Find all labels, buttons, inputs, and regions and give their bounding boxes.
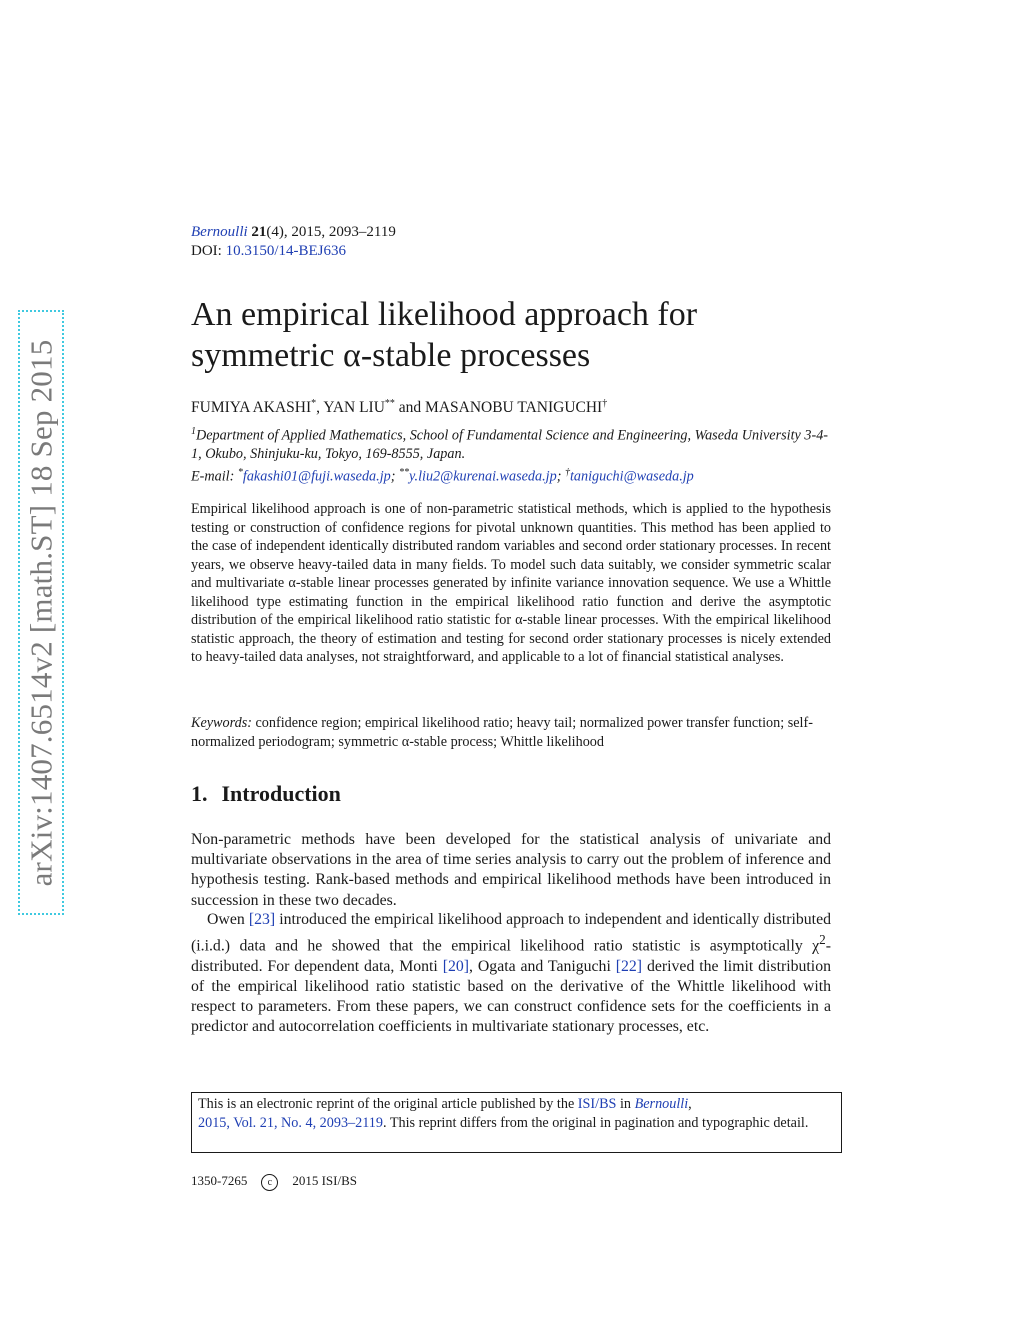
arxiv-stamp xyxy=(18,310,64,915)
issn: 1350-7265 xyxy=(191,1173,248,1188)
affiliation: $^1$Department of Applied Mathematics, School of Fundamental Science and Engineering, Waseda University 3-4-1, Okubo, Shinjuku-ku, Tokyo, 169-8555, Japan. E-mail: *fakashi01@fuji.waseda.jp; **y.liu2@kurenai.waseda.jp; †taniguchi@waseda.jp xyxy=(191,426,829,485)
abstract: Empirical likelihood approach is one of non-parametric statistical methods, which is applied to the hypothesis testing or construction of confidence regions for pivotal unknown quantities. This method has been applied to the case of independent identically distributed random variables and second order stationary processes. In recent years, we observe heavy-tailed data in many fields. To model such data suitably, we consider symmetric scalar and multivariate α-stable linear processes generated by infinite variance innovation sequence. We use a Whittle likelihood type estimating function in the empirical likelihood ratio function and derive the asymptotic distribution of the empirical likelihood ratio statistic for α-stable linear processes. With the empirical likelihood statistic approach, the theory of estimation and testing for second order stationary processes is nicely extended to heavy-tailed data analyses, not straightforward, and applicable to a lot of financial statistical analyses. xyxy=(191,501,831,665)
citation-link[interactable]: 2015, Vol. 21, No. 4, 2093–2119 xyxy=(198,1114,383,1131)
journal-issue-pages: (4), 2015, 2093–2119 xyxy=(266,224,396,240)
email-link[interactable]: taniguchi@waseda.jp xyxy=(569,468,694,485)
journal-citation xyxy=(191,223,396,242)
section-title: Introduction xyxy=(221,781,341,806)
journal-link[interactable]: Bernoulli xyxy=(191,224,248,240)
email-label: E-mail: xyxy=(191,468,238,485)
reprint-notice: This is an electronic reprint of the original article published by the ISI/BS in Bernoulli, 2015, Vol. 21, No. 4, 2093–2119. This reprint differs from the original in pagination and typographic detail. xyxy=(191,1092,842,1153)
doi-link[interactable]: 10.3150/14-BEJ636 xyxy=(225,243,346,259)
journal-link[interactable]: Bernoulli xyxy=(634,1096,689,1112)
keywords-text: confidence region; empirical likelihood ratio; heavy tail; normalized power transfer function; self-normalized periodogram; symmetric α-stable process; Whittle likelihood xyxy=(191,715,813,750)
section-heading xyxy=(191,780,341,808)
journal-volume: 21 xyxy=(251,224,267,240)
affiliation-mark: 1 xyxy=(191,426,196,437)
author-name: FUMIYA AKASHI xyxy=(191,399,312,417)
doi-label: DOI: xyxy=(191,243,222,259)
copyright-line xyxy=(191,1173,357,1191)
citation-link[interactable]: [20] xyxy=(442,957,470,975)
affiliation-text: Department of Applied Mathematics, School of Fundamental Science and Engineering, Waseda University 3-4-1, Okubo, Shinjuku-ku, Tokyo, 169-8555, Japan. xyxy=(191,427,829,463)
email-link[interactable]: fakashi01@fuji.waseda.jp xyxy=(242,468,391,485)
author-name: MASANOBU TANIGUCHI xyxy=(425,399,603,417)
intro-paragraph: Owen [23] introduced the empirical likelihood approach to independent and identically distributed (i.i.d.) data and he showed that the empirical likelihood ratio statistic is asymptotically $\chi^2$-distributed. For dependent data, Monti [20], Ogata and Taniguchi [22] derived the limit distribution of the empirical likelihood ratio statistic based on the derivative of the Whittle likelihood with respect to parameters. From these papers, we can construct confidence sets for the coefficients in a predictor and autocorrelation coefficients in multivariate stationary processes, etc. xyxy=(191,911,831,1036)
keywords xyxy=(191,714,831,751)
author-mark: * xyxy=(311,398,317,409)
intro-paragraph: Non-parametric methods have been developed for the statistical analysis of univariate and multivariate observations in the area of time series analysis to carry out the problem of inference and hypothesis testing. Rank-based methods and empirical likelihood methods have been introduced in succession in these two decades. xyxy=(191,831,831,909)
paper-title: An empirical likelihood approach for symmetric α-stable processes xyxy=(191,296,698,374)
keywords-label: Keywords: xyxy=(191,715,252,731)
author-name: YAN LIU xyxy=(323,399,385,417)
section-number: 1. xyxy=(191,781,208,806)
author-mark: ** xyxy=(384,398,395,409)
copyright-icon: c xyxy=(261,1174,278,1191)
email-link[interactable]: y.liu2@kurenai.waseda.jp xyxy=(409,468,557,485)
citation-link[interactable]: [22] xyxy=(615,957,643,975)
citation-link[interactable]: [23] xyxy=(248,911,276,928)
author-list: FUMIYA AKASHI*, YAN LIU** and MASANOBU TANIGUCHI† xyxy=(191,398,608,417)
author-mark: † xyxy=(602,398,608,409)
copyright-text: 2015 ISI/BS xyxy=(292,1173,357,1188)
arxiv-id: arXiv:1407.6514v2 [math.ST] 18 Sep 2015 xyxy=(23,339,58,886)
isi-link[interactable]: ISI/BS xyxy=(577,1096,617,1112)
doi-line xyxy=(191,242,346,261)
